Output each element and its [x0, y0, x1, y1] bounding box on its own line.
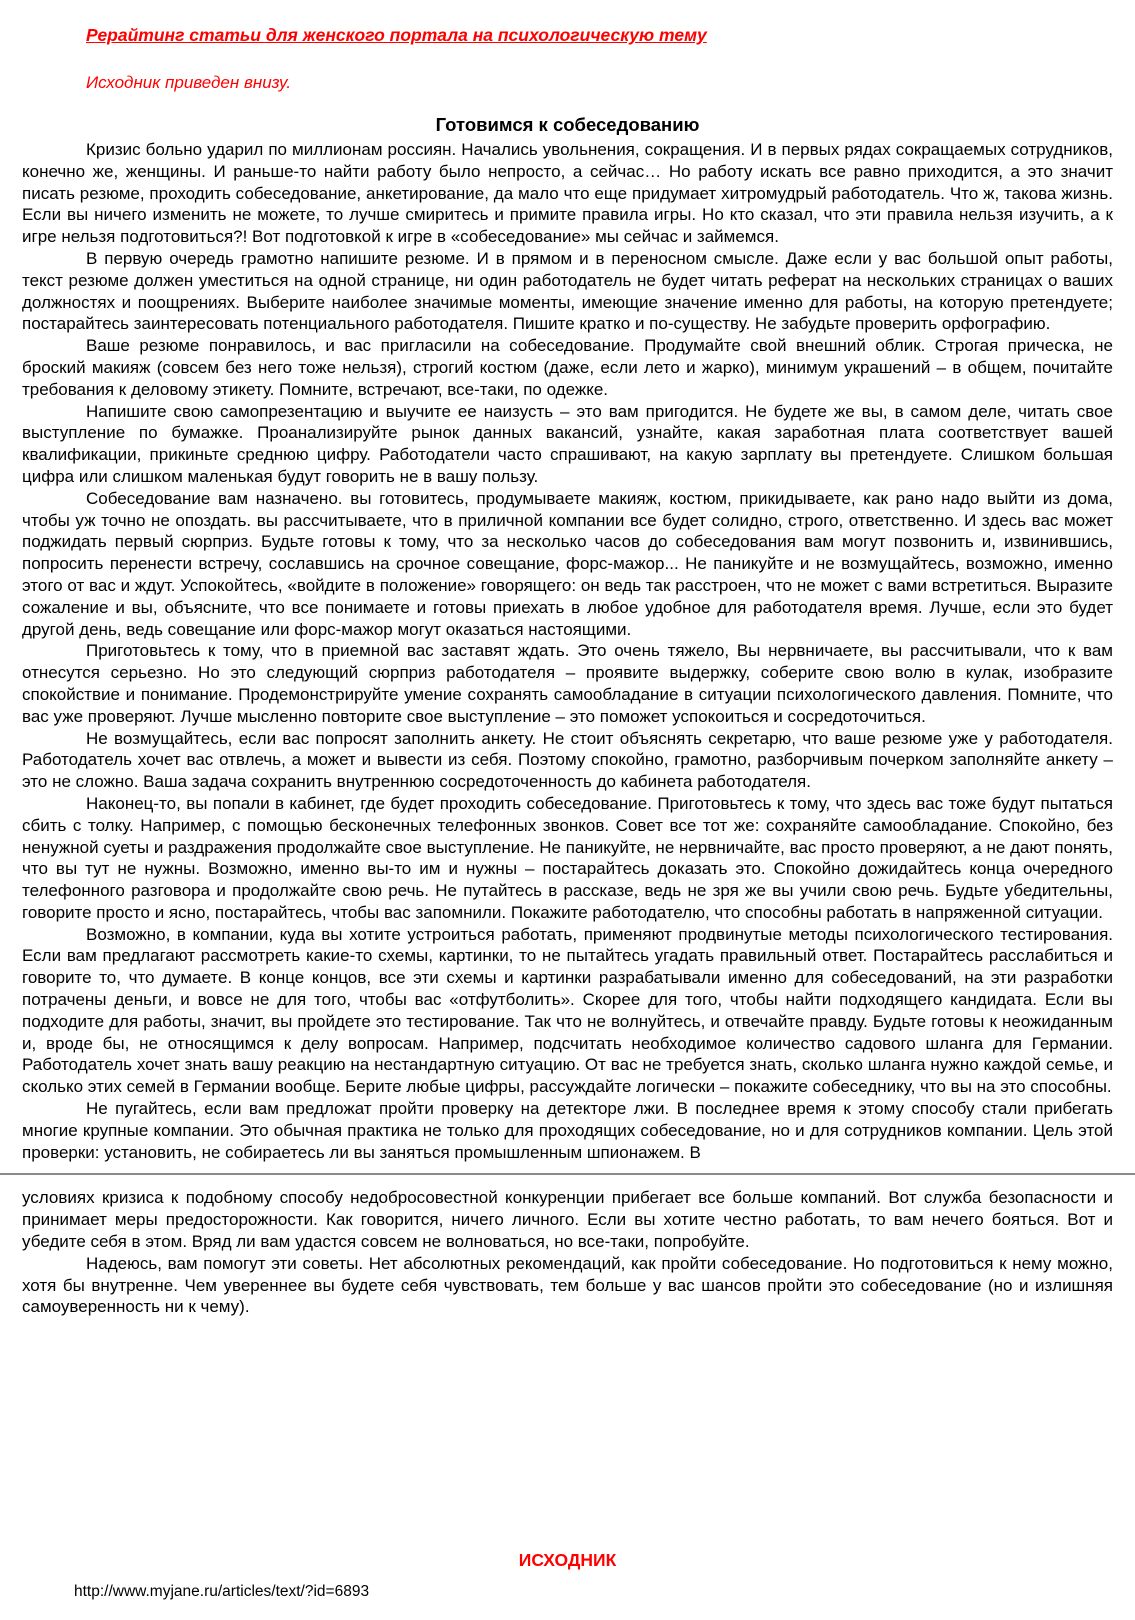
article-paragraph: Напишите свою самопрезентацию и выучите ее наизусть – это вам пригодится. Не будете же вы, в самом деле, читать свое выступление по бумажке. Проанализируйте рынок данных вакансий, узнайте, какая заработная плата соответствует вашей квалификации, прикиньте среднюю цифру. Работодатели часто спрашивают, на какую зарплату вы претендуете. Слишком большая цифра или слишком маленькая будут говорить не в вашу пользу.	[22, 401, 1113, 486]
article-title: Готовимся к собеседованию	[435, 114, 700, 135]
source-note: Исходник приведен внизу.	[86, 73, 292, 92]
article-paragraph: В первую очередь грамотно напишите резюме. И в прямом и в переносном смысле. Даже если у вас большой опыт работы, текст резюме должен уместиться на одной странице, ни один работодатель не будет читать реферат на нескольких страницах о ваших должностях и поощрениях. Выберите наиболее значимые моменты, имеющие значение именно для работы, на которую претендуете; постарайтесь заинтересовать потенциального работодателя. Пишите кратко и по-существу. Не забудьте проверить орфографию.	[22, 248, 1113, 334]
article-paragraph: Собеседование вам назначено. вы готовитесь, продумываете макияж, костюм, прикидываете, как рано надо выйти из дома, чтобы уж точно не опоздать. вы рассчитываете, что в приличной компании все будет солидно, строго, ответственно. И здесь вас может поджидать первый сюрприз. Будьте готовы к тому, что за несколько часов до собеседования вам могут позвонить и, извинившись, попросить перенести встречу, сославшись на срочное совещание, форс-мажор... Не паникуйте и не возмущайтесь, возможно, именно этого от вас и ждут. Успокойтесь, «войдите в положение» говорящего: он ведь так расстроен, что не может с вами встретиться. Выразите сожаление и вы, объясните, что все понимаете и готовы приехать в любое удобное для работодателя время. Лучше, если это будет другой день, ведь совещание или форс-мажор могут оказаться настоящими.	[22, 488, 1113, 639]
article-body-continued	[22, 1187, 1113, 1318]
article-paragraph: Кризис больно ударил по миллионам россиян. Начались увольнения, сокращения. И в первых рядах сокращаемых сотрудников, конечно же, женщины. И раньше-то найти работу было непросто, а сейчас… Но работу искать все равно приходится, а это значит писать резюме, проходить собеседование, анкетирование, да мало что еще придумает хитромудрый работодатель. Что ж, такова жизнь. Если вы ничего изменить не можете, то лучше смиритесь и примите правила игры. Но кто сказал, что эти правила нельзя изучить, а к игре нельзя подготовиться?! Вот подготовкой к игре в «собеседование» мы сейчас и займемся.	[22, 140, 1113, 247]
document-header-title: Рерайтинг статьи для женского портала на психологическую тему	[86, 25, 707, 45]
article-paragraph: Наконец-то, вы попали в кабинет, где будет проходить собеседование. Приготовьтесь к тому, что здесь вас тоже будут пытаться сбить с толку. Например, с помощью бесконечных телефонных звонков. Совет все тот же: сохраняйте самообладание. Спокойно, без ненужной суеты и раздражения продолжайте свое выступление. Не паникуйте, не нервничайте, вас просто проверяют, а не дают понять, что вы тут не нужны. Возможно, именно вы-то им и нужны – постарайтесь доказать это. Спокойно дожидайтесь конца очередного телефонного разговора и продолжайте свою речь. Не путайтесь в рассказе, ведь не зря же вы учили свою речь. Будьте убедительны, говорите просто и ясно, постарайтесь, чтобы вас запомнили. Покажите работодателю, что способны работать в напряженной ситуации.	[22, 793, 1113, 922]
article-paragraph: Ваше резюме понравилось, и вас пригласили на собеседование. Продумайте свой внешний облик. Строгая прическа, не броский макияж (совсем без него тоже нельзя), строгий костюм (даже, если лето и жарко), минимум украшений – в общем, почитайте требования к деловому этикету. Помните, встречают, все-таки, по одежке.	[22, 336, 1113, 399]
page-break-divider	[0, 1173, 1135, 1175]
article-paragraph: Приготовьтесь к тому, что в приемной вас заставят ждать. Это очень тяжело, Вы нервничаете, вы рассчитывали, что к вам отнесутся серьезно. Но это следующий сюрприз работодателя – проявите выдержку, соберите свою волю в кулак, изобразите спокойствие и понимание. Продемонстрируйте умение сохранять самообладание в ситуации психологического давления. Помните, что вас уже проверяют. Лучше мысленно повторите свое выступление – это поможет успокоиться и сосредоточиться.	[22, 641, 1113, 726]
source-url: http://www.myjane.ru/articles/text/?id=6893	[74, 1583, 370, 1600]
article-paragraph-continuation: условиях кризиса к подобному способу недобросовестной конкуренции прибегает все больше компаний. Вот служба безопасности и принимает меры предосторожности. Как говорится, ничего личного. Если вы хотите честно работать, то вам нечего бояться. Вот и убедите себя в этом. Вряд ли вам удастся совсем не волноваться, но все-таки, попробуйте.	[22, 1188, 1113, 1252]
article-closing-paragraph: Надеюсь, вам помогут эти советы. Нет абсолютных рекомендаций, как пройти собеседование. Но подготовиться к нему можно, хотя бы внутренне. Чем увереннее вы будете себя чувствовать, тем больше у вас шансов пройти это собеседование (но и излишняя самоуверенность ни к чему).	[22, 1253, 1113, 1317]
article-paragraph: Возможно, в компании, куда вы хотите устроиться работать, применяют продвинутые методы психологического тестирования. Если вам предлагают рассмотреть какие-то схемы, картинки, то не пытайтесь угадать правильный ответ. Постарайтесь расслабиться и говорите то, что думаете. В конце концов, все эти схемы и картинки разрабатывали именно для собеседований, на эти разработки потрачены деньги, и вовсе не для того, чтобы вас «отфутболить». Скорее для того, чтобы найти подходящего кандидата. Если вы подходите для работы, значит, вы пройдете это тестирование. Так что не волнуйтесь, и отвечайте правду. Будьте готовы к неожиданным и, вроде бы, не относящимся к делу вопросам. Например, подсчитать необходимое количество садового шланга для Германии. Работодатель хочет знать вашу реакцию на нестандартную ситуацию. От вас не требуется знать, сколько шланга нужно каждой семье, и сколько этих семей в Германии вообще. Берите любые цифры, рассуждайте логически – покажите собеседнику, что вы на это способны.	[22, 924, 1113, 1097]
article-paragraph: Не пугайтесь, если вам предложат пройти проверку на детекторе лжи. В последнее время к этому способу стали прибегать многие крупные компании. Это обычная практика не только для проходящих собеседование, но и для сотрудников компании. Цель этой проверки: установить, не собираетесь ли вы заняться промышленным шпионажем. В	[22, 1099, 1113, 1162]
article-body	[22, 139, 1113, 1163]
source-heading: ИСХОДНИК	[518, 1550, 617, 1570]
article-paragraph: Не возмущайтесь, если вас попросят заполнить анкету. Не стоит объяснять секретарю, что ваше резюме уже у работодателя. Работодатель хочет вас отвлечь, а может и вывести из себя. Поэтому спокойно, грамотно, разборчивым почерком заполняйте анкету – это не сложно. Ваша задача сохранить внутреннюю сосредоточенность до кабинета работодателя.	[22, 728, 1113, 792]
